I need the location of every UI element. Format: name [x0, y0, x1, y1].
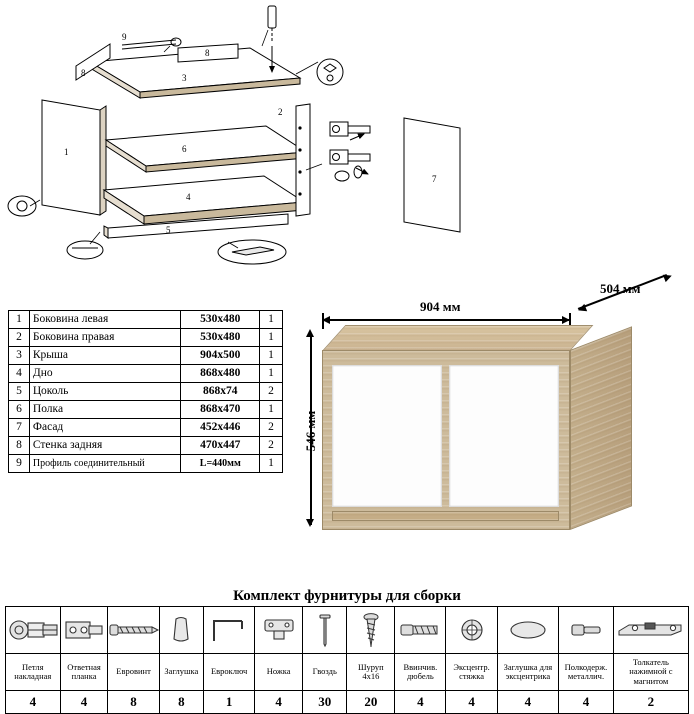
- kit-item-count: 1: [204, 691, 255, 714]
- kit-item-count: 4: [395, 691, 446, 714]
- kit-item-name: Заглушка: [159, 654, 203, 691]
- svg-text:7: 7: [432, 174, 437, 184]
- part-number: 5: [9, 383, 30, 401]
- part-size: 530х480: [181, 329, 260, 347]
- euro-key-icon: [204, 607, 255, 654]
- euro-screw-icon: [108, 607, 159, 654]
- part-size: 868х470: [181, 401, 260, 419]
- depth-arrow-right: [663, 272, 673, 282]
- table-row: [9, 365, 283, 383]
- part-qty: 1: [260, 455, 283, 473]
- kit-item-count: 30: [303, 691, 347, 714]
- kit-item-name: Ввинчив. дюбель: [395, 654, 446, 691]
- part-qty: 1: [260, 365, 283, 383]
- kit-item-name: Ответная планка: [60, 654, 108, 691]
- kit-item-name: Гвоздь: [303, 654, 347, 691]
- leg-icon: [255, 607, 303, 654]
- kit-item-count: 4: [6, 691, 61, 714]
- parts-table-body: [9, 311, 283, 473]
- part-qty: 1: [260, 401, 283, 419]
- part-size: 904х500: [181, 347, 260, 365]
- svg-text:8: 8: [205, 48, 210, 58]
- table-row: [9, 383, 283, 401]
- part-qty: 2: [260, 419, 283, 437]
- kit-item-name: Эксцентр. стяжка: [446, 654, 497, 691]
- part-size: 452х446: [181, 419, 260, 437]
- kit-item-name: Ножка: [255, 654, 303, 691]
- fittings-kit-table: [5, 606, 689, 714]
- svg-text:5: 5: [166, 225, 171, 235]
- cabinet-top-surface: [322, 325, 593, 351]
- cabinet-render: [300, 281, 688, 545]
- kit-item-count: 4: [497, 691, 558, 714]
- cam-lock-icon: [446, 607, 497, 654]
- svg-text:6: 6: [182, 144, 187, 154]
- kit-names-row: [6, 654, 689, 691]
- cabinet-door-left: [332, 365, 442, 507]
- svg-text:8: 8: [81, 68, 86, 78]
- kit-item-count: 2: [613, 691, 688, 714]
- part-name: Крыша: [29, 347, 181, 365]
- width-label: 904 мм: [420, 299, 461, 314]
- kit-item-count: 4: [446, 691, 497, 714]
- shelf-support-icon: [559, 607, 614, 654]
- part-number: 2: [9, 329, 30, 347]
- kit-item-count: 4: [60, 691, 108, 714]
- assembly-svg: [0, 0, 437, 290]
- kit-item-count: 4: [559, 691, 614, 714]
- part-qty: 1: [260, 329, 283, 347]
- table-row: [9, 455, 283, 473]
- table-row: [9, 419, 283, 437]
- part-name: Профиль соединительный: [29, 455, 181, 473]
- part-number: 4: [9, 365, 30, 383]
- kit-item-name: Толкатель нажимной с магнитом: [613, 654, 688, 691]
- part-size: 868х74: [181, 383, 260, 401]
- kit-item-name: Заглушка для эксцентрика: [497, 654, 558, 691]
- mounting-plate-icon: [60, 607, 108, 654]
- parts-table: [8, 310, 283, 473]
- part-number: 3: [9, 347, 30, 365]
- kit-item-name: Евроключ: [204, 654, 255, 691]
- kit-item-name: Петля накладная: [6, 654, 61, 691]
- part-number: 7: [9, 419, 30, 437]
- part-number: 1: [9, 311, 30, 329]
- kit-title: Комплект фурнитуры для сборки: [233, 588, 461, 604]
- table-row: [9, 437, 283, 455]
- part-name: Боковина левая: [29, 311, 181, 329]
- height-label: 546 мм: [303, 410, 318, 452]
- dowel-icon: [395, 607, 446, 654]
- table-row: [9, 311, 283, 329]
- part-number: 8: [9, 437, 30, 455]
- svg-text:1: 1: [64, 147, 69, 157]
- cam-cap-icon: [497, 607, 558, 654]
- height-arrow-down: [306, 519, 314, 527]
- part-name: Дно: [29, 365, 181, 383]
- cabinet-side-surface: [570, 326, 632, 530]
- part-name: Боковина правая: [29, 329, 181, 347]
- part-number: 6: [9, 401, 30, 419]
- kit-item-count: 8: [159, 691, 203, 714]
- kit-item-name: Шуруп 4х16: [347, 654, 395, 691]
- part-size: 530х480: [181, 311, 260, 329]
- part-number: 9: [9, 455, 30, 473]
- part-size: 868х480: [181, 365, 260, 383]
- screw-icon: [347, 607, 395, 654]
- cabinet-body: [322, 325, 622, 530]
- kit-item-name: Полкодерж. металлич.: [559, 654, 614, 691]
- depth-label: 504 мм: [600, 281, 641, 296]
- cap-plug-icon: [159, 607, 203, 654]
- table-row: [9, 347, 283, 365]
- part-name: Полка: [29, 401, 181, 419]
- nail-icon: [303, 607, 347, 654]
- svg-text:3: 3: [182, 73, 187, 83]
- kit-item-name: Евровинт: [108, 654, 159, 691]
- cabinet-plinth: [332, 511, 559, 521]
- exploded-assembly-diagram: [0, 0, 437, 285]
- part-name: Фасад: [29, 419, 181, 437]
- svg-text:2: 2: [278, 107, 283, 117]
- kit-counts-row: [6, 691, 689, 714]
- magnet-catch-icon: [613, 607, 688, 654]
- svg-text:9: 9: [122, 32, 127, 42]
- kit-item-count: 4: [255, 691, 303, 714]
- width-dimension-line: [322, 319, 570, 321]
- part-qty: 1: [260, 311, 283, 329]
- part-size: L=440мм: [181, 455, 260, 473]
- table-row: [9, 329, 283, 347]
- height-arrow-up: [306, 329, 314, 337]
- kit-item-count: 20: [347, 691, 395, 714]
- part-name: Цоколь: [29, 383, 181, 401]
- kit-item-count: 8: [108, 691, 159, 714]
- svg-text:4: 4: [186, 192, 191, 202]
- cabinet-front: [322, 350, 570, 530]
- part-size: 470х447: [181, 437, 260, 455]
- part-qty: 2: [260, 437, 283, 455]
- part-qty: 2: [260, 383, 283, 401]
- table-row: [9, 401, 283, 419]
- part-qty: 1: [260, 347, 283, 365]
- kit-icons-row: [6, 607, 689, 654]
- hinge-overlay-icon: [6, 607, 61, 654]
- cabinet-door-right: [449, 365, 559, 507]
- part-name: Стенка задняя: [29, 437, 181, 455]
